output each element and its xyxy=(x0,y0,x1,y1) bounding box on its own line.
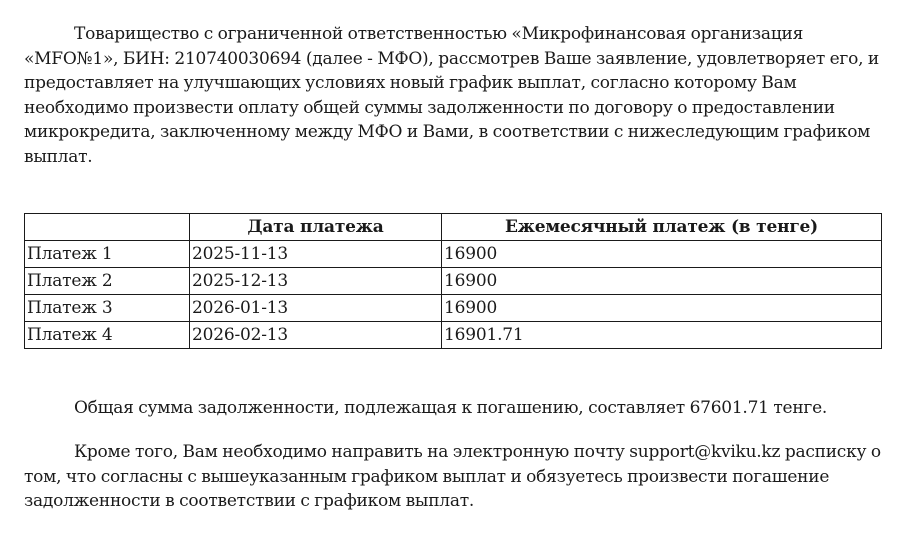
intro-section xyxy=(24,22,884,169)
payment-date-cell: 2025-12-13 xyxy=(190,268,442,295)
table-row xyxy=(25,241,882,268)
table-row xyxy=(25,322,882,349)
payment-date-cell: 2026-01-13 xyxy=(190,295,442,322)
payment-date-cell: 2026-02-13 xyxy=(190,322,442,349)
table-header-row xyxy=(25,214,882,241)
total-debt-paragraph: Общая сумма задолженности, подлежащая к погашению, составляет 67601.71 тенге. xyxy=(74,398,828,418)
payment-label-cell: Платеж 1 xyxy=(25,241,190,268)
payment-label-cell: Платеж 2 xyxy=(25,268,190,295)
table-row xyxy=(25,268,882,295)
payment-amount-cell: 16900 xyxy=(442,268,882,295)
header-cell-payment-date: Дата платежа xyxy=(190,214,442,241)
total-section xyxy=(24,396,884,421)
intro-paragraph: Товарищество с ограниченной ответственностью «Микрофинансовая организация «MFO№1», БИН: 210740030694 (далее - МФО), рассмотрев Ваше заявление, удовлетворяет его, и предоставляет на улучшающих условиях новый график выплат, согласно которому Вам необходимо произвести оплату общей суммы задолженности по договору о предоставлении микрокредита, заключенному между МФО и Вами, в соответствии с нижеследующим графиком выплат. xyxy=(24,24,879,167)
payment-label-cell: Платеж 4 xyxy=(25,322,190,349)
payment-label-cell: Платеж 3 xyxy=(25,295,190,322)
payment-amount-cell: 16900 xyxy=(442,295,882,322)
header-cell-monthly-payment: Ежемесячный платеж (в тенге) xyxy=(442,214,882,241)
payment-schedule-table xyxy=(24,213,882,349)
receipt-instruction-paragraph: Кроме того, Вам необходимо направить на электронную почту support@kviku.kz расписку о том, что согласны с вышеуказанным графиком выплат и обязуетесь произвести погашение задолженности в соответствии с графиком выплат. xyxy=(24,442,881,511)
header-cell-blank xyxy=(25,214,190,241)
note-section xyxy=(24,440,884,514)
payment-amount-cell: 16900 xyxy=(442,241,882,268)
table-row xyxy=(25,295,882,322)
payment-date-cell: 2025-11-13 xyxy=(190,241,442,268)
payment-amount-cell: 16901.71 xyxy=(442,322,882,349)
